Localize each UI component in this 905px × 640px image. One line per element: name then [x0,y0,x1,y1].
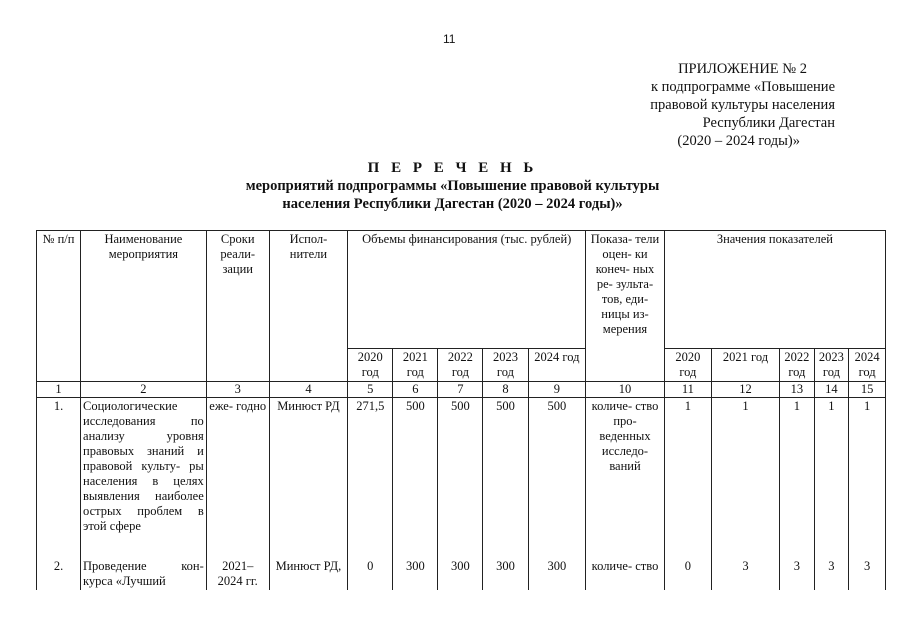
row-value: 3 [849,558,886,590]
row-value: 3 [780,558,815,590]
column-number: 12 [711,382,779,398]
row-funding: 500 [393,398,438,558]
header-value-year: 2024 год [849,349,886,382]
page-number: 11 [443,32,456,46]
row-terms: 2021– 2024 гг. [206,558,269,590]
column-number: 6 [393,382,438,398]
header-executors: Испол- нители [269,231,348,382]
activities-table [36,230,886,590]
appendix-period: (2020 – 2024 годы)» [677,133,800,149]
header-funding-year: 2023 год [483,349,528,382]
document-heading [0,160,905,213]
row-value: 0 [664,558,711,590]
row-funding: 500 [483,398,528,558]
header-terms: Сроки реали- зации [206,231,269,382]
column-number: 13 [780,382,815,398]
header-value-year: 2022 год [780,349,815,382]
row-value: 1 [849,398,886,558]
row-value: 3 [711,558,779,590]
column-number: 9 [528,382,586,398]
row-funding: 300 [528,558,586,590]
heading-line-1: мероприятий подпрограммы «Повышение правовой культуры [245,178,660,194]
row-name: Социологические исследования по анализу уровня правовых знаний и правовой культу- ры населения в целях выявления наиболее острых проблем в этой сфере [81,398,207,558]
column-number: 8 [483,382,528,398]
column-number: 14 [814,382,849,398]
row-value: 1 [814,398,849,558]
row-executor: Минюст РД, [269,558,348,590]
header-values: Значения показателей [664,231,885,349]
heading-title: П Е Р Е Ч Е Н Ь [367,160,538,176]
row-terms: еже- годно [206,398,269,558]
header-value-year: 2020 год [664,349,711,382]
appendix-title: ПРИЛОЖЕНИЕ № 2 [678,61,807,77]
header-funding-year: 2024 год [528,349,586,382]
row-value: 1 [711,398,779,558]
header-funding: Объемы финансирования (тыс. рублей) [348,231,586,349]
row-num: 1. [37,398,81,558]
header-value-year: 2021 год [711,349,779,382]
column-number: 15 [849,382,886,398]
table-row [37,398,886,558]
column-number: 4 [269,382,348,398]
appendix-line: к подпрограмме «Повышение [650,79,835,95]
table-row [37,558,886,590]
column-number: 3 [206,382,269,398]
row-indicator: количе- ство про- веденных исследо- ваний [586,398,665,558]
row-value: 1 [780,398,815,558]
row-funding: 300 [393,558,438,590]
row-name: Проведение кон- курса «Лучший [81,558,207,590]
header-funding-year: 2022 год [438,349,483,382]
column-number: 5 [348,382,393,398]
heading-line-2: населения Республики Дагестан (2020 – 2024 годы)» [282,196,623,212]
row-funding: 300 [438,558,483,590]
row-indicator: количе- ство [586,558,665,590]
header-value-year: 2023 год [814,349,849,382]
header-indicator: Показа- тели оцен- ки конеч- ных ре- зульта- тов, еди- ницы из- мерения [586,231,665,382]
header-num: № п/п [37,231,81,382]
row-funding: 500 [528,398,586,558]
column-number: 2 [81,382,207,398]
column-number: 1 [37,382,81,398]
header-funding-year: 2021 год [393,349,438,382]
row-value: 1 [664,398,711,558]
appendix-line: правовой культуры населения [650,97,835,113]
row-executor: Минюст РД [269,398,348,558]
row-funding: 0 [348,558,393,590]
row-funding: 500 [438,398,483,558]
row-num: 2. [37,558,81,590]
row-value: 3 [814,558,849,590]
appendix-block [575,60,835,150]
column-number: 7 [438,382,483,398]
header-funding-year: 2020 год [348,349,393,382]
row-funding: 271,5 [348,398,393,558]
column-number: 10 [586,382,665,398]
appendix-line: Республики Дагестан [702,115,835,131]
column-number: 11 [664,382,711,398]
header-name: Наименование мероприятия [81,231,207,382]
row-funding: 300 [483,558,528,590]
